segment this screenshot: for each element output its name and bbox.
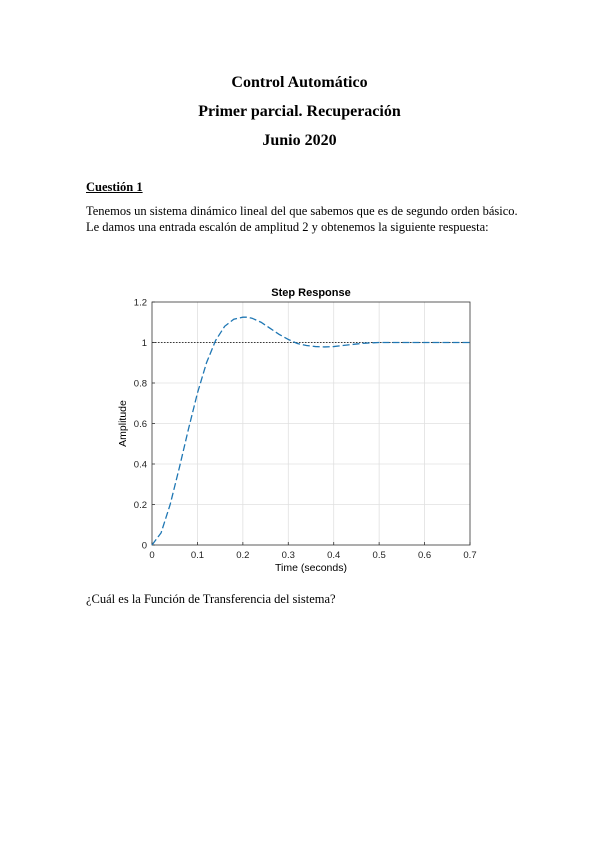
problem-statement xyxy=(86,203,526,235)
x-tick-label: 0.2 xyxy=(236,550,250,561)
x-tick-label: 0.6 xyxy=(417,550,432,561)
problem-line-2: Le damos una entrada escalón de amplitud 2 y obtenemos la siguiente respuesta: xyxy=(86,220,489,234)
y-tick-label: 0.4 xyxy=(133,459,147,471)
document-title: Control Automático xyxy=(231,74,368,91)
x-tick-label: 0.5 xyxy=(372,550,386,561)
question-text: ¿Cuál es la Función de Transferencia del sistema? xyxy=(86,592,336,606)
section-heading: Cuestión 1 xyxy=(86,180,143,194)
y-tick-label: 0.6 xyxy=(133,419,147,430)
x-tick-label: 0 xyxy=(149,550,155,561)
document-date: Junio 2020 xyxy=(262,132,337,149)
x-tick-label: 0.4 xyxy=(327,550,341,561)
x-tick-label: 0.3 xyxy=(281,550,295,561)
x-tick-label: 0.1 xyxy=(190,550,205,561)
y-tick-label: 0.2 xyxy=(133,500,147,511)
step-response-chart xyxy=(110,280,490,580)
y-axis-label: Amplitude xyxy=(117,400,129,447)
y-tick-label: 1.2 xyxy=(133,297,147,309)
y-tick-label: 0.8 xyxy=(133,378,147,390)
chart-title: Step Response xyxy=(271,287,351,299)
document-subtitle: Primer parcial. Recuperación xyxy=(198,103,401,120)
problem-line-1: Tenemos un sistema dinámico lineal del que sabemos que es de segundo orden básico. xyxy=(86,204,518,218)
x-tick-label: 0.7 xyxy=(463,550,477,561)
title-block xyxy=(0,68,599,155)
x-axis-label: Time (seconds) xyxy=(275,562,347,574)
y-tick-label: 1 xyxy=(141,338,147,349)
y-tick-label: 0 xyxy=(141,540,147,552)
